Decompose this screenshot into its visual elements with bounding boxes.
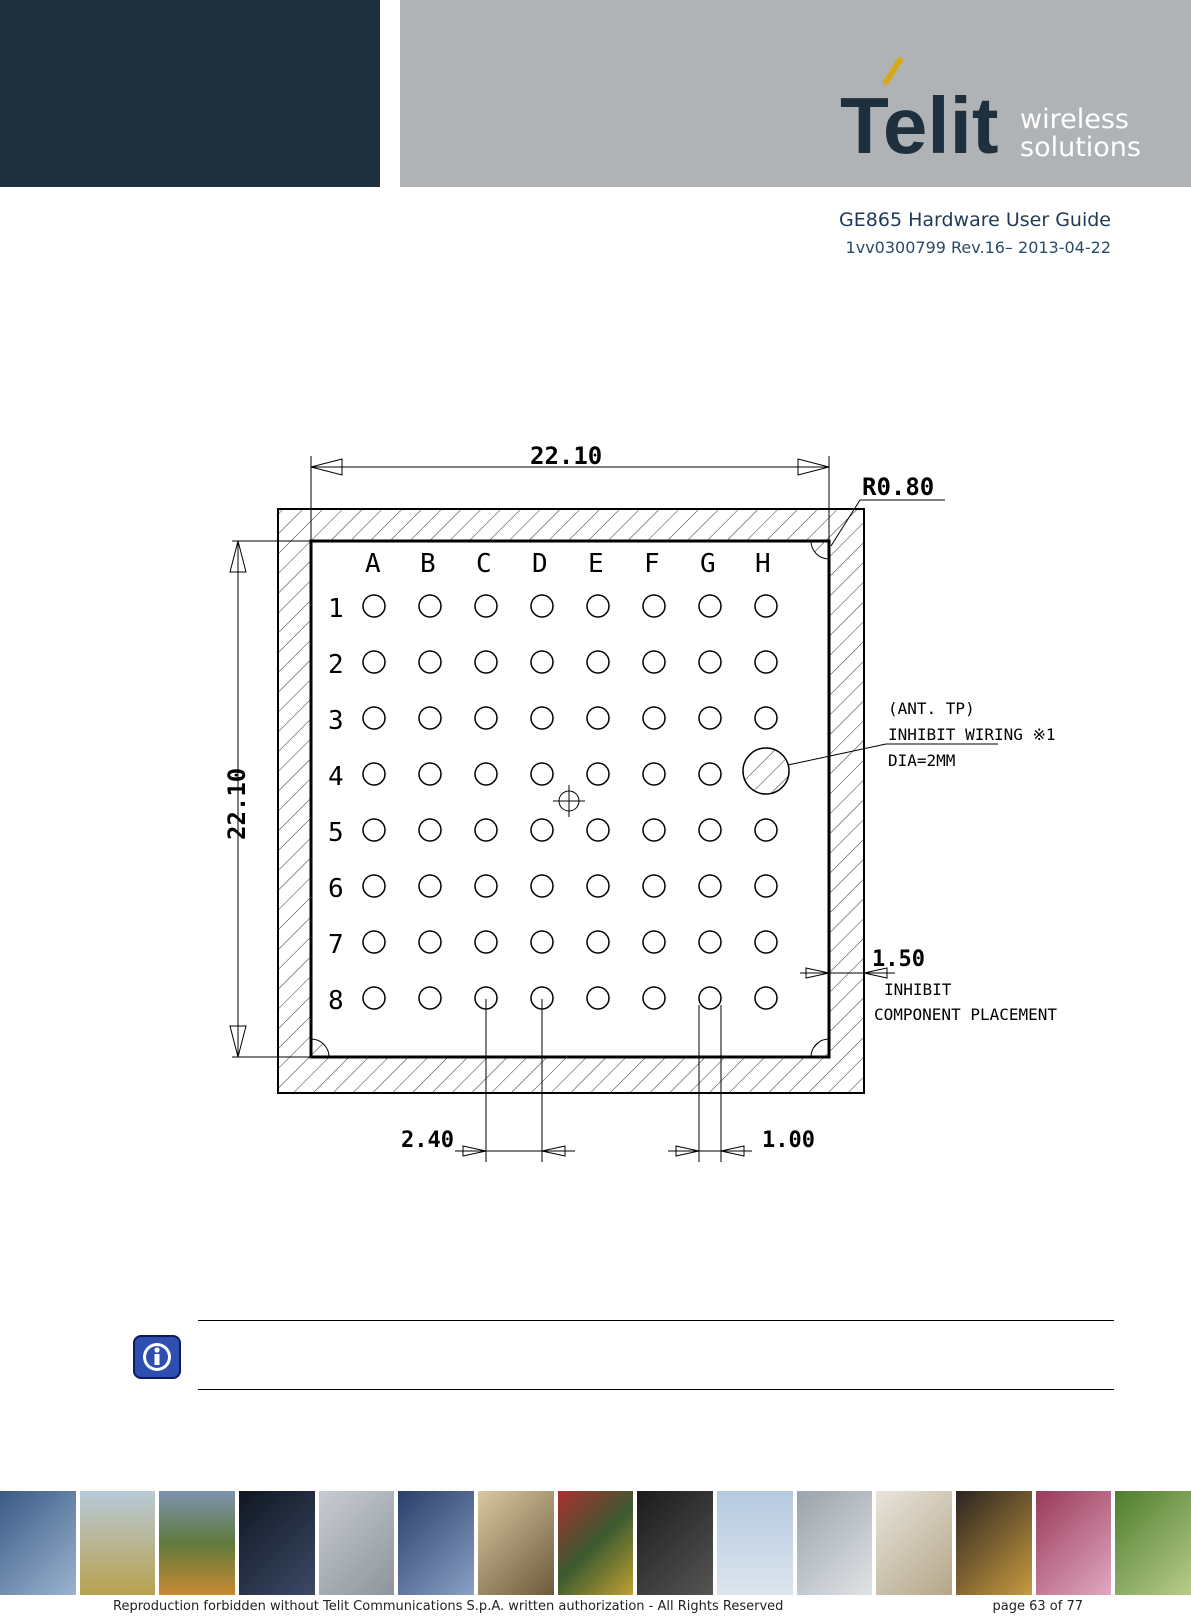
- column-label-c: C: [476, 549, 492, 579]
- keepout-note-line-2: COMPONENT PLACEMENT: [874, 1005, 1058, 1024]
- photo-tile: [398, 1491, 474, 1595]
- keepout-dimension-label: 1.50: [872, 947, 925, 972]
- column-label-d: D: [532, 549, 548, 579]
- top-dimension-label: 22.10: [530, 442, 603, 470]
- radius-label: R0.80: [862, 473, 935, 501]
- photo-tile: [0, 1491, 76, 1595]
- photo-tile: [319, 1491, 395, 1595]
- logo-brand-text: Telit: [840, 81, 999, 168]
- photo-tile: [478, 1491, 554, 1595]
- column-label-b: B: [420, 549, 436, 579]
- photo-tile: [1036, 1491, 1112, 1595]
- photo-tile: [797, 1491, 873, 1595]
- footer: [113, 1599, 1083, 1614]
- column-label-g: G: [700, 549, 716, 579]
- logo-tagline-2: solutions: [1020, 132, 1141, 163]
- note-top-rule: [198, 1320, 1114, 1321]
- footer-copyright: Reproduction forbidden without Telit Communications S.p.A. written authorization - All Rights Reserved: [113, 1599, 784, 1614]
- column-label-f: F: [644, 549, 660, 579]
- pcb-footprint-drawing: [0, 430, 1191, 1190]
- row-label-5: 5: [328, 818, 344, 848]
- footer-photo-strip: [0, 1491, 1191, 1595]
- header-dark-panel: [0, 0, 380, 187]
- photo-tile: [876, 1491, 952, 1595]
- photo-tile: [717, 1491, 793, 1595]
- antenna-note-line-1: (ANT. TP): [888, 699, 975, 718]
- column-label-e: E: [588, 549, 604, 579]
- antenna-test-point: [743, 748, 789, 794]
- pitch-dimension-label: 2.40: [401, 1128, 454, 1153]
- logo-tagline-1: wireless: [1020, 104, 1129, 135]
- column-label-a: A: [365, 549, 381, 579]
- photo-tile: [159, 1491, 235, 1595]
- row-label-4: 4: [328, 762, 344, 792]
- photo-tile: [80, 1491, 156, 1595]
- photo-tile: [558, 1491, 634, 1595]
- photo-tile: [637, 1491, 713, 1595]
- module-outline: [311, 541, 829, 1057]
- row-label-6: 6: [328, 874, 344, 904]
- pad-dimension-label: 1.00: [762, 1128, 815, 1153]
- telit-logo: [840, 48, 1170, 168]
- left-dimension-label: 22.10: [223, 767, 251, 840]
- row-label-8: 8: [328, 986, 344, 1016]
- photo-tile: [956, 1491, 1032, 1595]
- antenna-note: [888, 699, 1056, 770]
- antenna-note-line-3: DIA=2MM: [888, 751, 956, 770]
- row-label-2: 2: [328, 650, 344, 680]
- row-label-7: 7: [328, 930, 344, 960]
- column-label-h: H: [755, 549, 771, 579]
- keepout-note-line-1: INHIBIT: [884, 980, 952, 999]
- keepout-note: [874, 980, 1057, 1024]
- row-label-1: 1: [328, 594, 344, 624]
- note-bottom-rule: [198, 1389, 1114, 1390]
- row-label-3: 3: [328, 706, 344, 736]
- document-revision: 1vv0300799 Rev.16– 2013-04-22: [845, 238, 1111, 257]
- page-number: page 63 of 77: [992, 1599, 1083, 1614]
- photo-tile: [239, 1491, 315, 1595]
- document-title: GE865 Hardware User Guide: [839, 209, 1111, 231]
- photo-tile: [1115, 1491, 1191, 1595]
- antenna-note-line-2: INHIBIT WIRING ※1: [888, 725, 1056, 744]
- info-icon: [133, 1335, 181, 1379]
